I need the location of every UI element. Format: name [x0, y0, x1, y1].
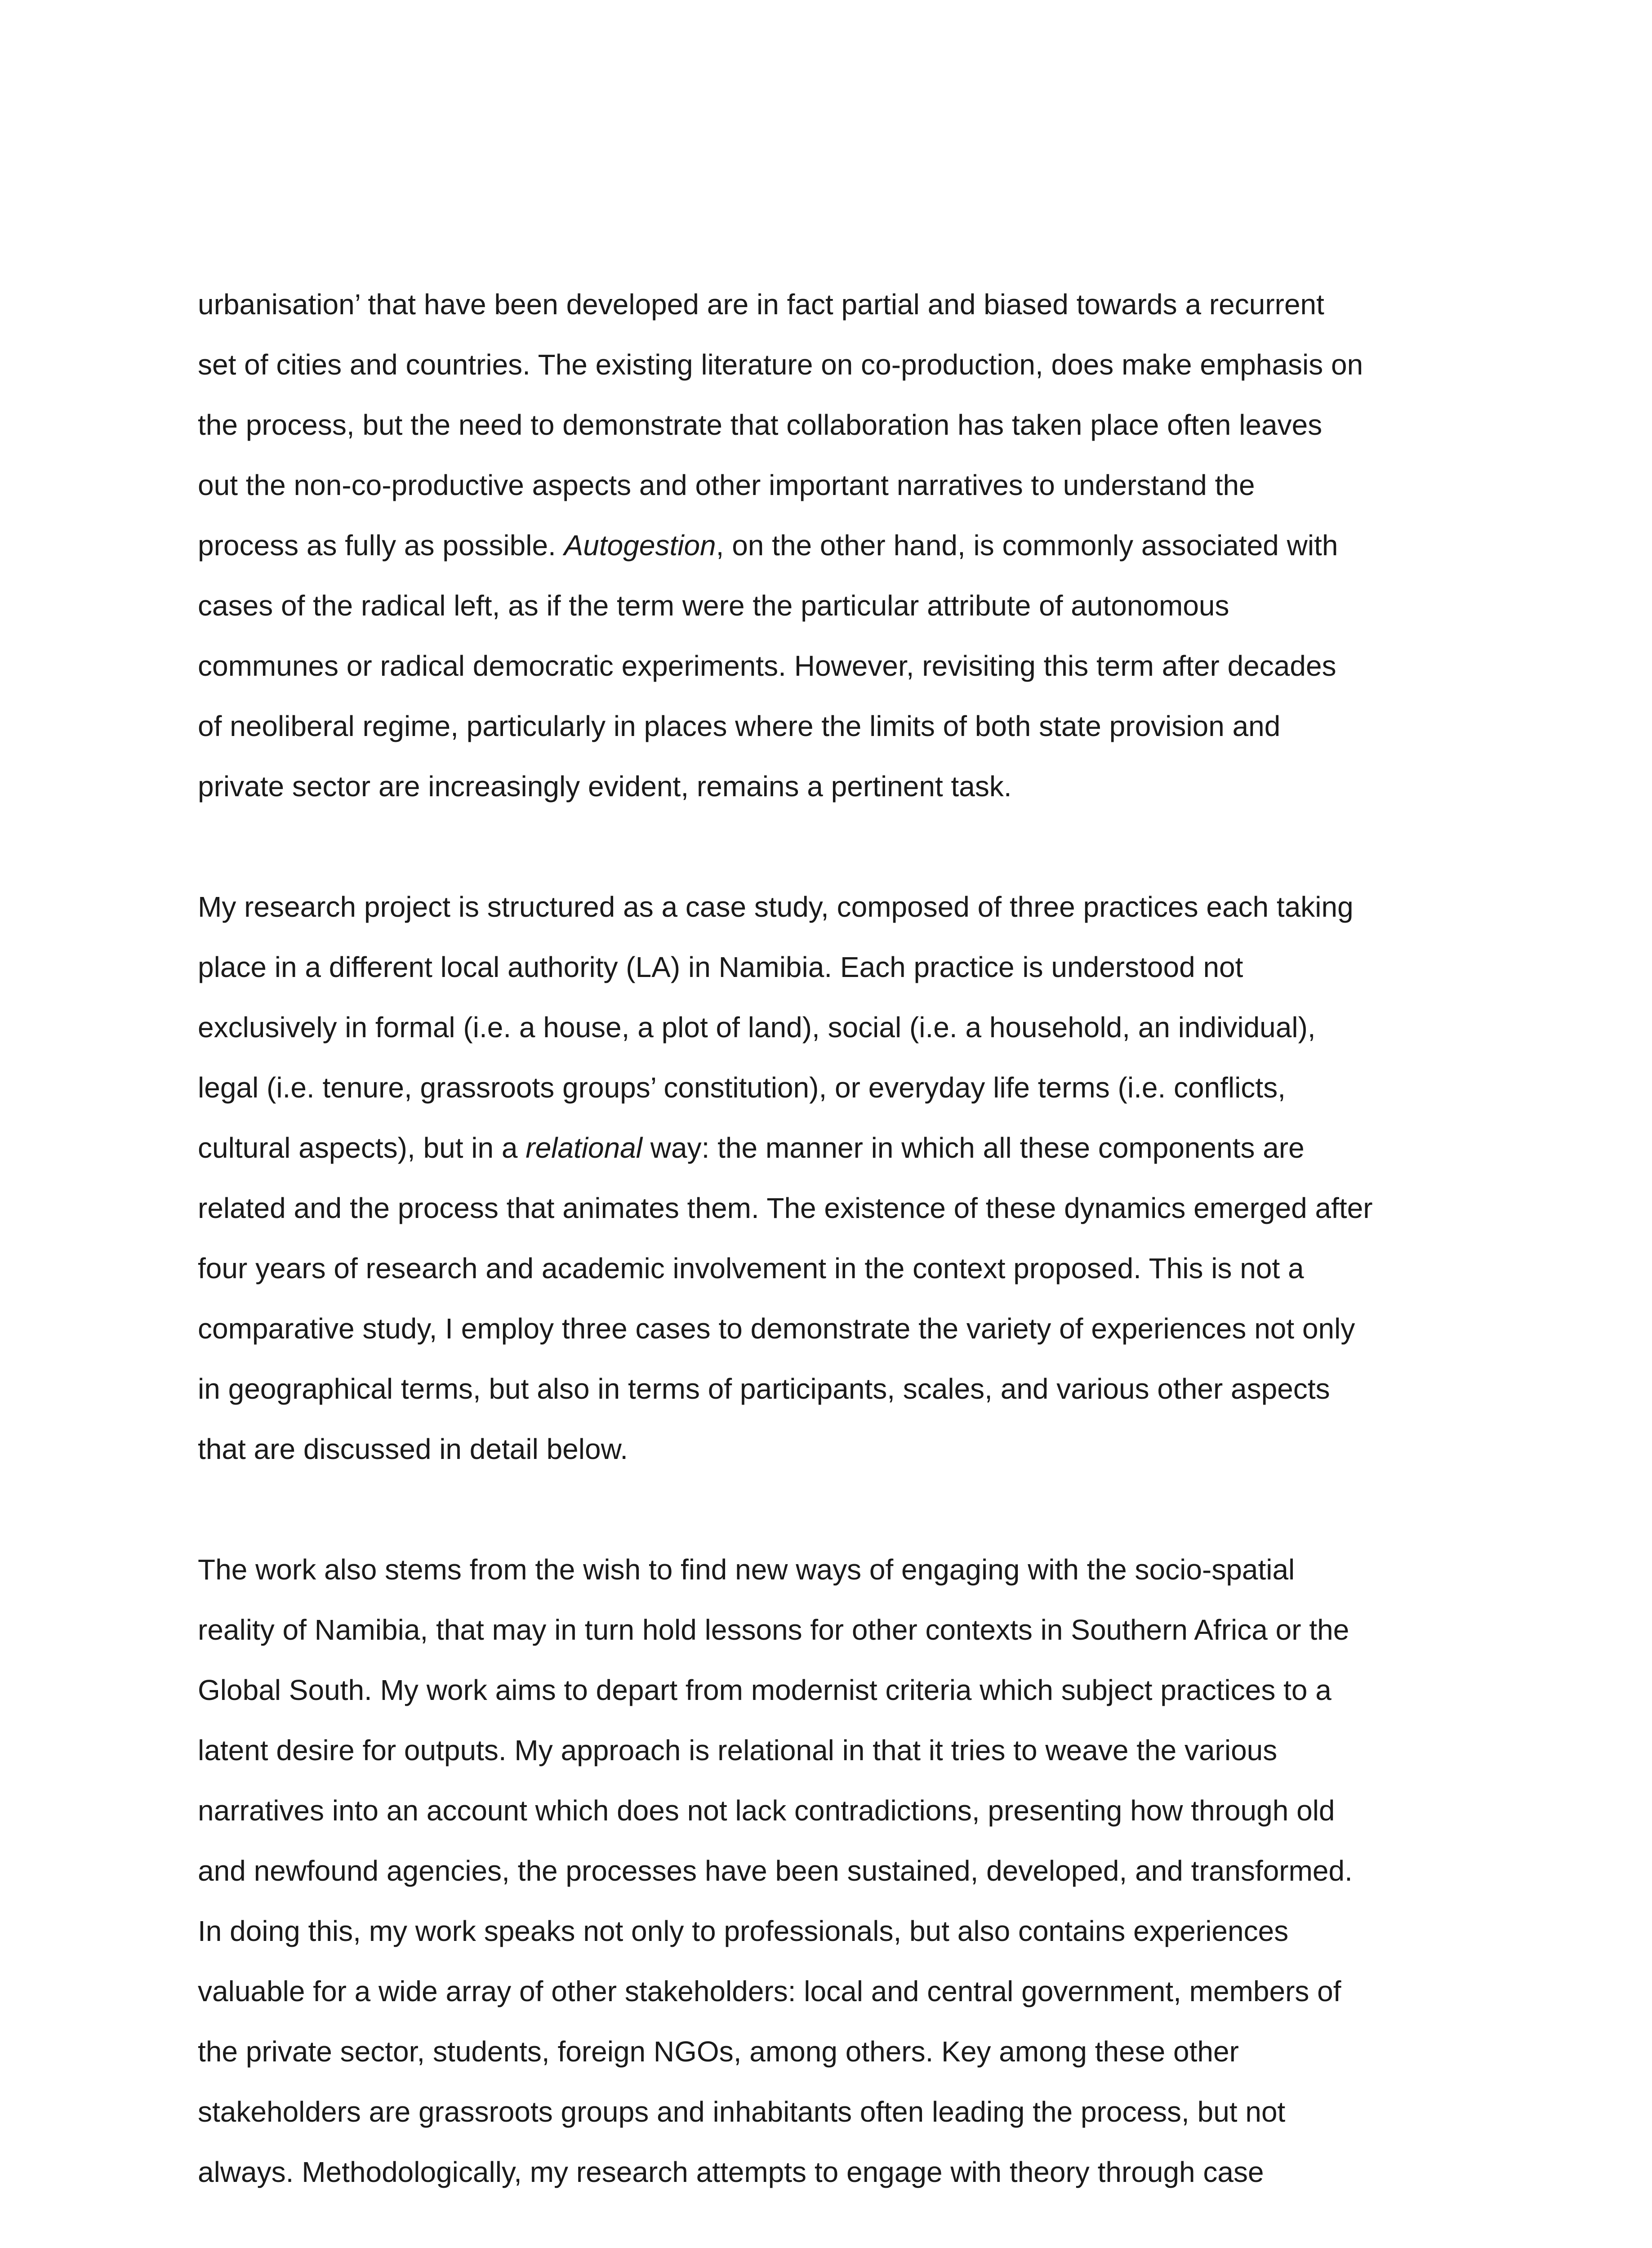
text-line — [198, 1057, 1456, 1118]
paragraph-3 — [198, 1539, 1456, 2202]
text-segment: legal (i.e. tenure, grassroots groups’ constitution), or everyday life terms (i.e. conflicts, — [198, 1071, 1286, 1104]
text-line — [198, 1780, 1456, 1841]
text-segment: the process, but the need to demonstrate that collaboration has taken place often leaves — [198, 409, 1322, 441]
text-line — [198, 1298, 1456, 1359]
text-segment: and newfound agencies, the processes have been sustained, developed, and transformed. — [198, 1855, 1353, 1887]
italic-term: relational — [525, 1132, 642, 1164]
text-line — [198, 997, 1456, 1057]
text-line — [198, 274, 1456, 335]
text-segment: in geographical terms, but also in terms of participants, scales, and various other aspects — [198, 1373, 1330, 1405]
text-segment: exclusively in formal (i.e. a house, a plot of land), social (i.e. a household, an individual), — [198, 1011, 1316, 1044]
text-segment: cases of the radical left, as if the term were the particular attribute of autonomous — [198, 589, 1229, 622]
text-line — [198, 1178, 1456, 1238]
text-line — [198, 2142, 1456, 2202]
text-line — [198, 575, 1456, 636]
text-line — [198, 1961, 1456, 2021]
text-segment: narratives into an account which does not lack contradictions, presenting how through old — [198, 1794, 1335, 1827]
text-segment: out the non-co-productive aspects and other important narratives to understand the — [198, 469, 1255, 501]
text-segment: stakeholders are grassroots groups and inhabitants often leading the process, but not — [198, 2096, 1286, 2128]
text-line — [198, 1660, 1456, 1720]
text-line — [198, 1600, 1456, 1660]
text-segment: place in a different local authority (LA) in Namibia. Each practice is understood not — [198, 951, 1243, 983]
text-line — [198, 756, 1456, 816]
text-line — [198, 515, 1456, 575]
text-segment: process as fully as possible. — [198, 529, 564, 562]
text-segment: latent desire for outputs. My approach is relational in that it tries to weave the various — [198, 1734, 1278, 1766]
text-line — [198, 937, 1456, 997]
body-text — [198, 274, 1456, 2202]
text-segment: always. Methodologically, my research attempts to engage with theory through case — [198, 2156, 1264, 2188]
text-segment: the private sector, students, foreign NGOs, among others. Key among these other — [198, 2035, 1239, 2068]
text-line — [198, 455, 1456, 515]
text-line — [198, 1419, 1456, 1479]
text-line — [198, 636, 1456, 696]
text-line — [198, 1901, 1456, 1961]
text-line — [198, 2021, 1456, 2082]
text-line — [198, 395, 1456, 455]
text-segment: urbanisation’ that have been developed are in fact partial and biased towards a recurrent — [198, 288, 1324, 321]
text-segment: that are discussed in detail below. — [198, 1433, 628, 1465]
text-line — [198, 2082, 1456, 2142]
text-segment: way: the manner in which all these components are — [642, 1132, 1305, 1164]
text-segment: reality of Namibia, that may in turn hold lessons for other contexts in Southern Africa or the — [198, 1614, 1349, 1646]
text-segment: My research project is structured as a case study, composed of three practices each taking — [198, 891, 1354, 923]
italic-term: Autogestion — [564, 529, 716, 562]
text-segment: related and the process that animates them. The existence of these dynamics emerged after — [198, 1192, 1373, 1224]
text-segment: In doing this, my work speaks not only to professionals, but also contains experiences — [198, 1915, 1289, 1947]
text-line — [198, 1238, 1456, 1298]
text-line — [198, 1118, 1456, 1178]
text-segment: The work also stems from the wish to find new ways of engaging with the socio-spatial — [198, 1553, 1295, 1586]
text-line — [198, 1720, 1456, 1780]
text-line — [198, 1539, 1456, 1600]
paragraph-2 — [198, 877, 1456, 1479]
text-segment: of neoliberal regime, particularly in places where the limits of both state provision and — [198, 710, 1281, 742]
text-segment: four years of research and academic involvement in the context proposed. This is not a — [198, 1252, 1304, 1285]
text-line — [198, 1359, 1456, 1419]
text-line — [198, 335, 1456, 395]
text-line — [198, 877, 1456, 937]
paragraph-1 — [198, 274, 1456, 816]
text-segment: communes or radical democratic experiments. However, revisiting this term after decades — [198, 650, 1336, 682]
text-segment: set of cities and countries. The existing literature on co-production, does make emphasis on — [198, 348, 1363, 381]
text-segment: Global South. My work aims to depart from modernist criteria which subject practices to a — [198, 1674, 1331, 1706]
text-segment: valuable for a wide array of other stakeholders: local and central government, members of — [198, 1975, 1341, 2007]
text-line — [198, 1841, 1456, 1901]
text-line — [198, 696, 1456, 756]
text-segment: private sector are increasingly evident, remains a pertinent task. — [198, 770, 1012, 803]
text-segment: comparative study, I employ three cases to demonstrate the variety of experiences not only — [198, 1312, 1355, 1345]
text-segment: cultural aspects), but in a — [198, 1132, 526, 1164]
text-segment: , on the other hand, is commonly associated with — [716, 529, 1338, 562]
